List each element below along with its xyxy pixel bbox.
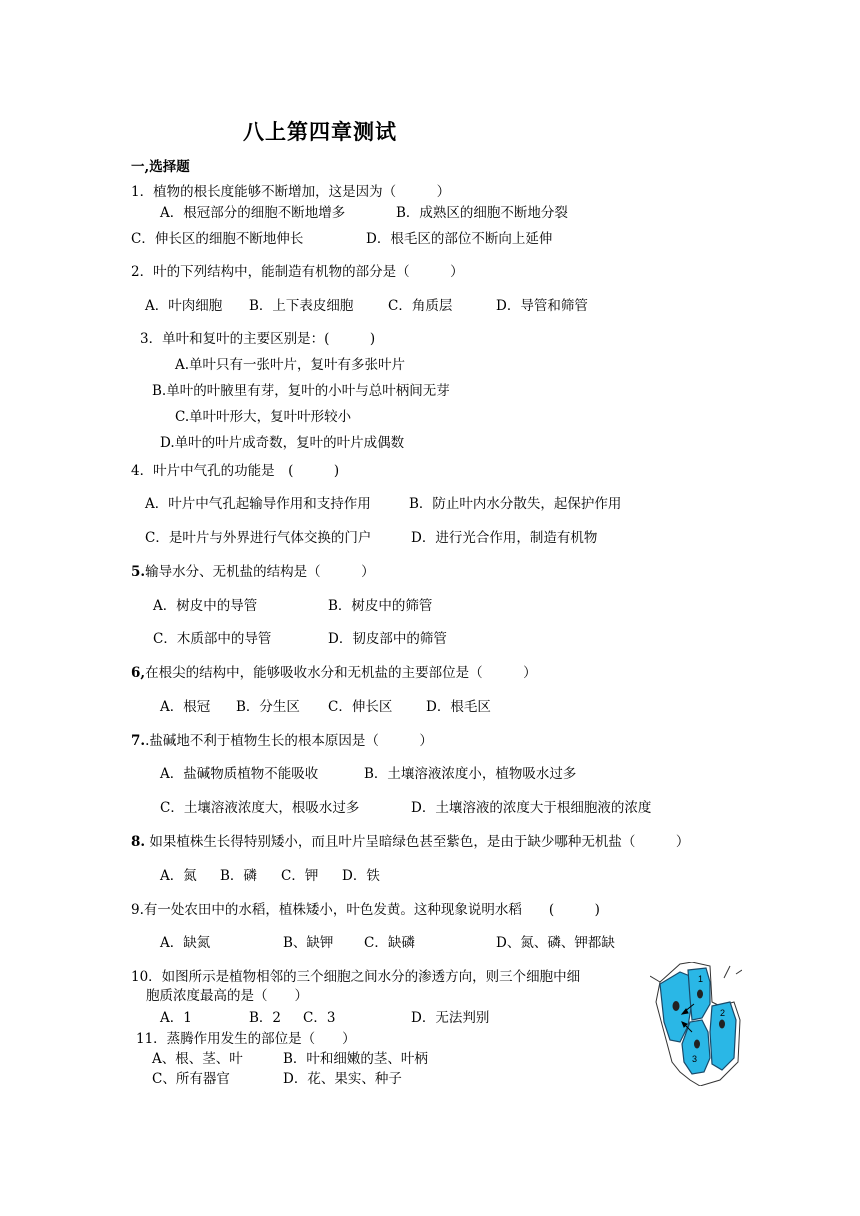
q10-option-c: C．3: [303, 1010, 336, 1026]
q6-text: 在根尖的结构中，能够吸收水分和无机盐的主要部位是（ ）: [145, 665, 537, 681]
wall-line: [736, 970, 742, 974]
q5-option-b: B．树皮中的筛管: [328, 598, 433, 614]
nucleus-3: [694, 1040, 700, 1049]
q8-option-b: B．磷: [220, 868, 257, 884]
q5-stem: [131, 563, 375, 581]
q2-option-d: D．导管和筛管: [496, 298, 588, 314]
q2-stem: 2．叶的下列结构中，能制造有机物的部分是（ ）: [131, 264, 464, 280]
q6-option-c: C．伸长区: [328, 699, 393, 715]
q11-option-b: B．叶和细嫩的茎、叶柄: [283, 1051, 428, 1067]
q10-option-b: B．2: [249, 1010, 282, 1026]
q1-option-c: C．伸长区的细胞不断地伸长: [131, 231, 304, 247]
q5-text: 输导水分、无机盐的结构是（ ）: [145, 564, 375, 580]
q1-option-a: A．根冠部分的细胞不断地增多: [160, 205, 346, 221]
q2-option-a: A．叶肉细胞: [145, 298, 223, 314]
q9-option-c: C．缺磷: [364, 935, 415, 951]
q8-number: 8.: [131, 834, 146, 850]
q1-stem: 1．植物的根长度能够不断增加，这是因为（ ）: [131, 184, 451, 200]
q9-stem: 9.有一处农田中的水稻，植株矮小，叶色发黄。这种现象说明水稻 ( ): [131, 902, 600, 918]
q10-option-d: D．无法判别: [411, 1010, 490, 1026]
q4-option-a: A．叶片中气孔起输导作用和支持作用: [145, 496, 371, 512]
q8-option-d: D．铁: [342, 868, 380, 884]
q7-option-c: C．土壤溶液浓度大，根吸水过多: [160, 800, 360, 816]
nucleus-2: [697, 990, 703, 999]
q4-option-d: D．进行光合作用，制造有机物: [411, 530, 598, 546]
nucleus-1: [673, 1001, 680, 1011]
nucleus-right: [719, 1020, 725, 1029]
q8-stem: [131, 833, 689, 851]
q5-option-c: C．木质部中的导管: [153, 631, 272, 647]
q4-stem: 4．叶片中气孔的功能是 ( ): [131, 463, 340, 479]
q10-stem-line2: 胞质浓度最高的是（ ）: [146, 988, 308, 1004]
wall-line: [724, 966, 730, 978]
q8-option-c: C．钾: [281, 868, 319, 884]
section-heading: 一,选择题: [131, 159, 190, 175]
q8-option-a: A．氮: [160, 868, 197, 884]
q6-option-d: D．根毛区: [426, 699, 491, 715]
cell-label-3: 3: [692, 1054, 698, 1064]
q7-number: 7.: [131, 733, 146, 749]
q3-option-a: A.单叶只有一张叶片，复叶有多张叶片: [175, 357, 406, 373]
q5-number: 5.: [131, 564, 146, 580]
q3-option-d: D.单叶的叶片成奇数，复叶的叶片成偶数: [160, 435, 405, 451]
q8-text: 如果植株生长得特别矮小，而且叶片呈暗绿色甚至紫色，是由于缺少哪种无机盐（ ）: [145, 834, 690, 850]
q9-option-a: A．缺氮: [160, 935, 211, 951]
q7-option-a: A．盐碱物质植物不能吸收: [160, 766, 319, 782]
q1-option-b: B．成熟区的细胞不断地分裂: [396, 205, 568, 221]
q1-option-d: D．根毛区的部位不断向上延伸: [366, 231, 553, 247]
cell-label-2: 2: [720, 1008, 726, 1018]
q9-option-d: D、氮、磷、钾都缺: [496, 935, 615, 951]
page-title: 八上第四章测试: [243, 120, 397, 144]
q7-text: .盐碱地不利于植物生长的根本原因是（ ）: [145, 733, 433, 749]
q3-stem: 3．单叶和复叶的主要区别是：( ): [140, 331, 376, 347]
wall-line: [650, 976, 660, 982]
q3-option-c: C.单叶叶形大，复叶叶形较小: [175, 409, 352, 425]
q2-option-b: B．上下表皮细胞: [249, 298, 354, 314]
q6-option-b: B．分生区: [236, 699, 300, 715]
q11-option-c: C、所有器官: [152, 1071, 230, 1087]
q10-option-a: A．1: [160, 1010, 192, 1026]
q7-option-d: D．土壤溶液的浓度大于根细胞液的浓度: [411, 800, 652, 816]
q7-stem: [131, 732, 433, 750]
q11-option-d: D．花、果实、种子: [283, 1071, 402, 1087]
q11-stem: 11．蒸腾作用发生的部位是（ ）: [136, 1031, 356, 1047]
q4-option-b: B．防止叶内水分散失，起保护作用: [409, 496, 622, 512]
q6-stem: [131, 664, 537, 682]
q2-option-c: C．角质层: [388, 298, 453, 314]
q11-option-a: A、根、茎、叶: [152, 1051, 243, 1067]
q7-option-b: B．土壤溶液浓度小，植物吸水过多: [364, 766, 577, 782]
q10-stem-line1: 10．如图所示是植物相邻的三个细胞之间水分的渗透方向，则三个细胞中细: [131, 969, 581, 985]
cell-label-1: 1: [698, 974, 704, 984]
q5-option-a: A．树皮中的导管: [153, 598, 258, 614]
q6-option-a: A．根冠: [160, 699, 211, 715]
q9-option-b: B、缺钾: [283, 935, 334, 951]
q5-option-d: D．韧皮部中的筛管: [328, 631, 447, 647]
plant-cells-figure: [650, 962, 742, 1086]
q4-option-c: C．是叶片与外界进行气体交换的门户: [145, 530, 372, 546]
q6-number: 6,: [131, 665, 146, 681]
q3-option-b: B.单叶的叶腋里有芽，复叶的小叶与总叶柄间无芽: [152, 383, 450, 399]
